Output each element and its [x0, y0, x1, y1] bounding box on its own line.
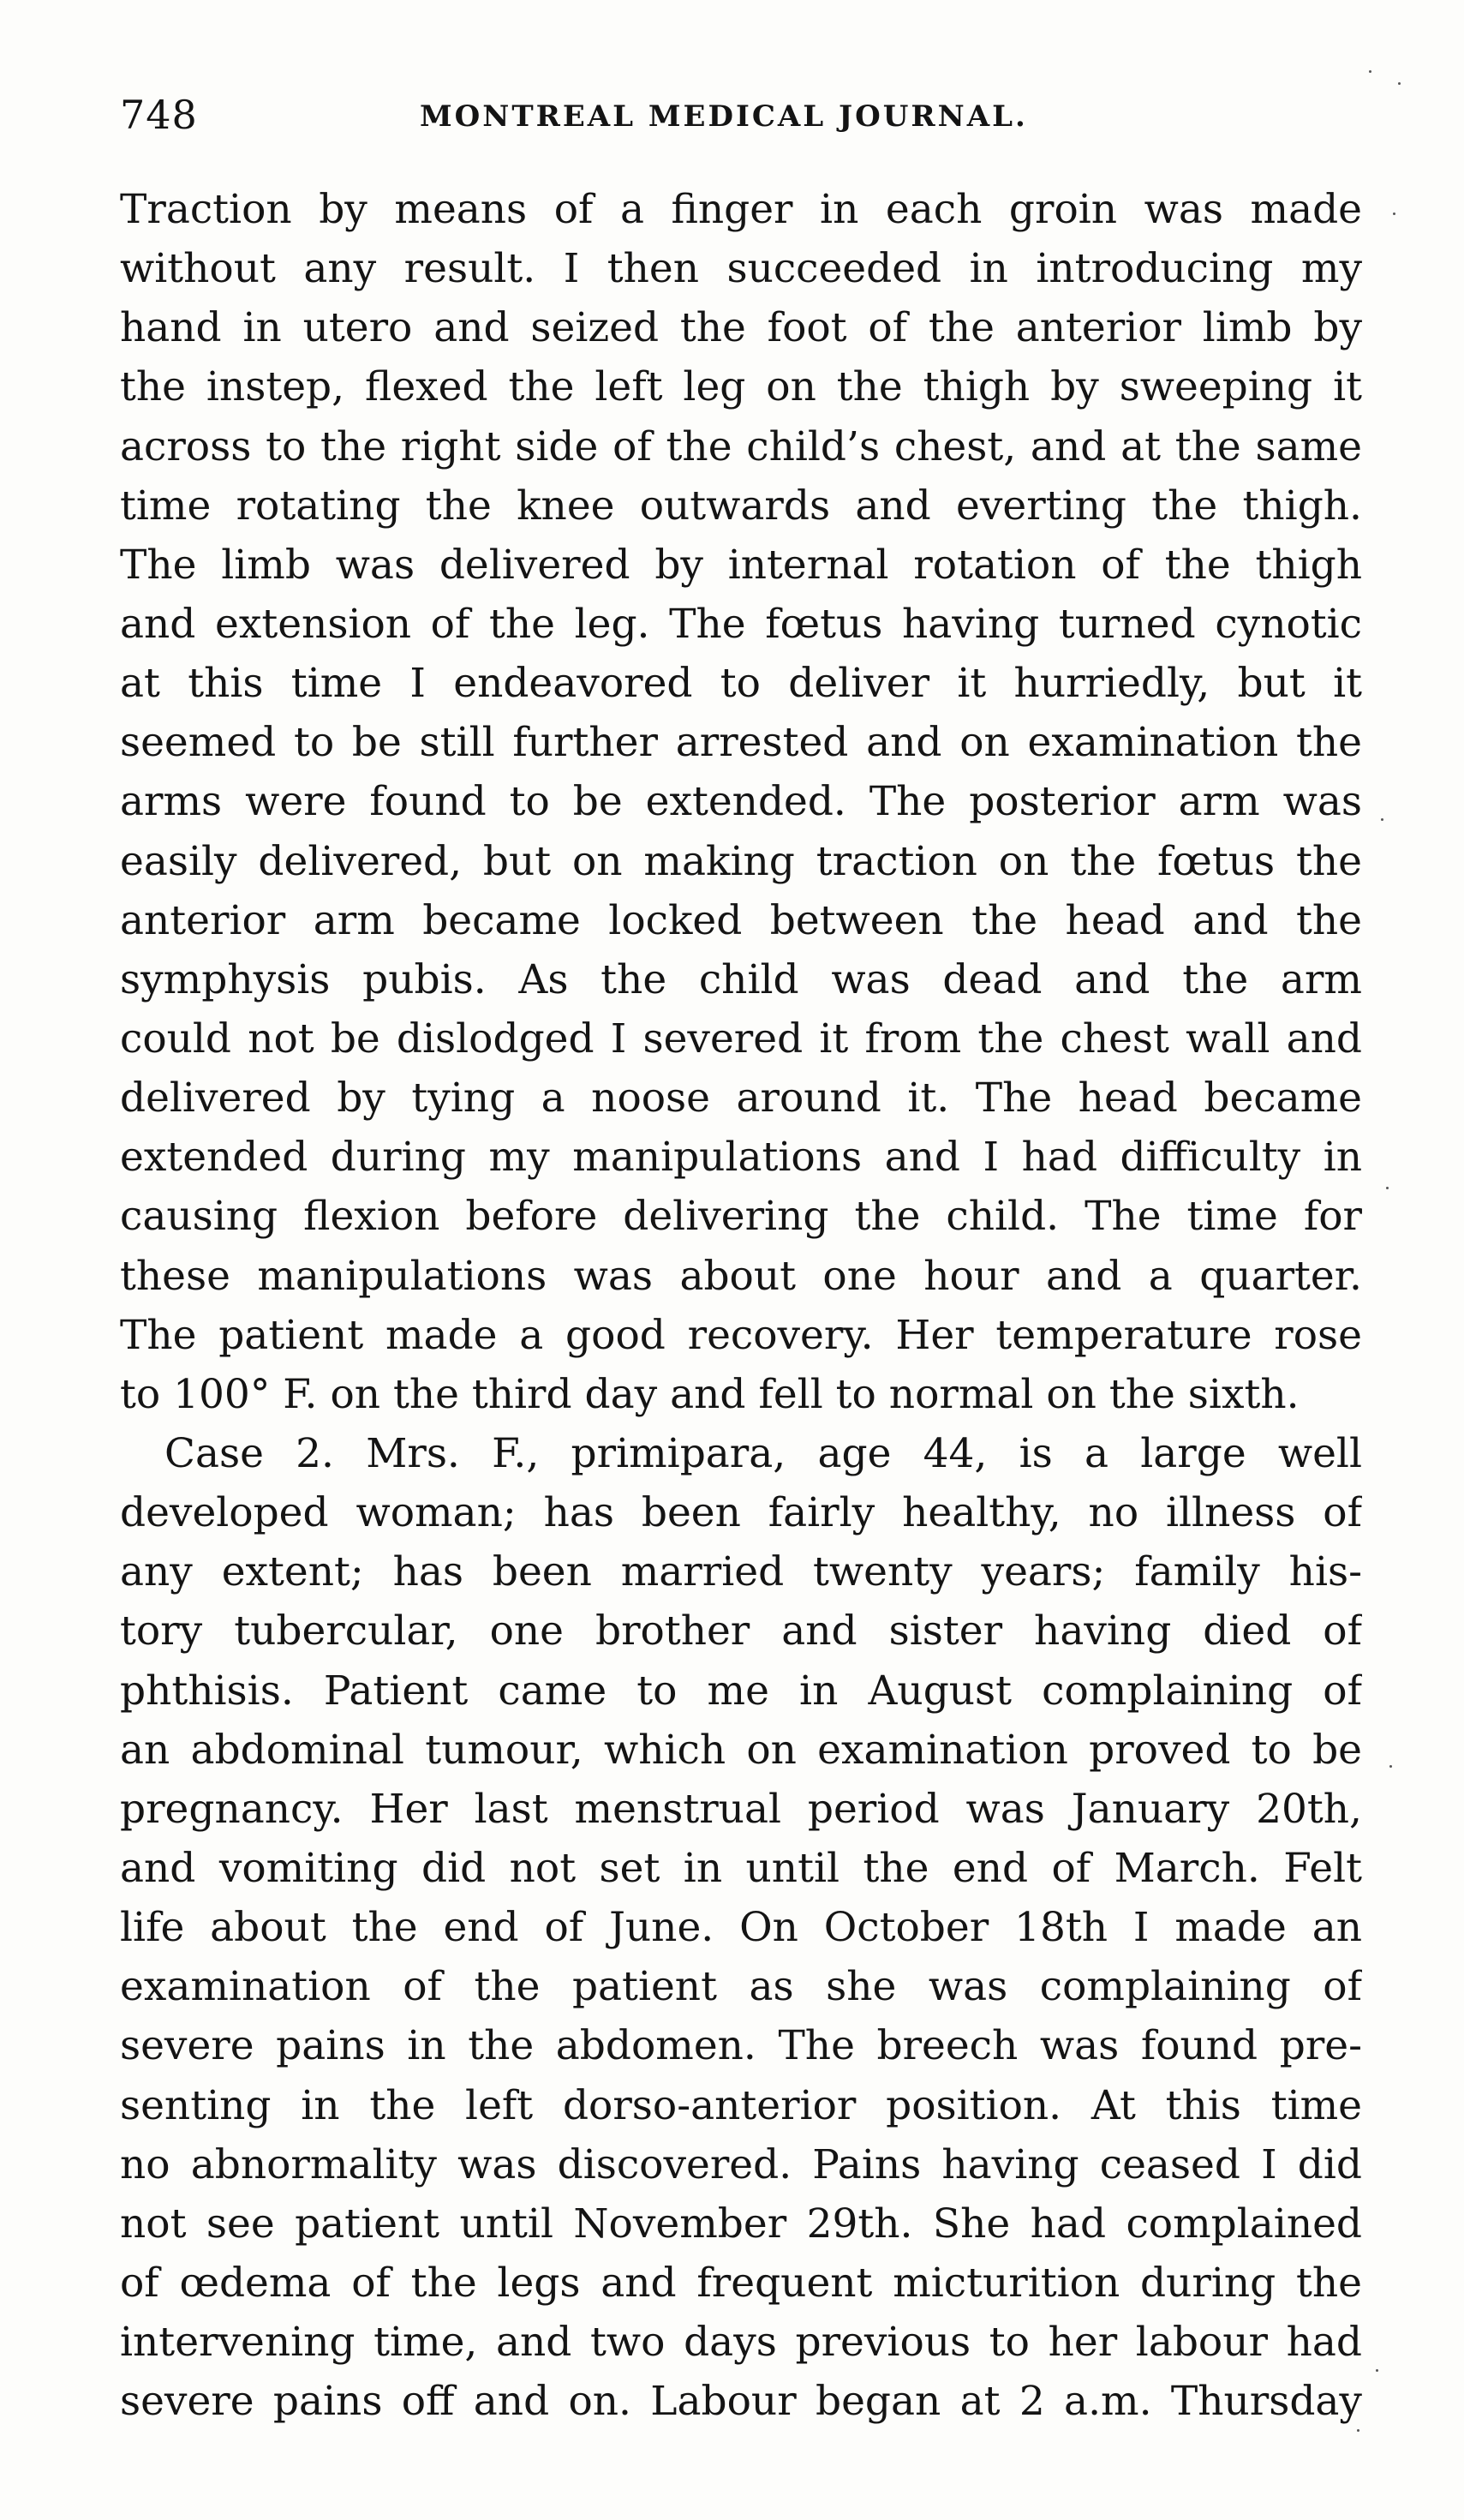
print-speck — [1386, 1187, 1389, 1189]
print-speck — [1381, 818, 1383, 821]
running-head: MONTREAL MEDICAL JOURNAL. — [420, 99, 1028, 134]
text-line: examination of the patient as she was complaining of — [120, 1963, 1362, 2011]
text-line: severe pains in the abdomen. The breech was found pre- — [120, 2022, 1362, 2070]
print-speck — [1357, 2429, 1359, 2432]
text-line: at this time I endeavored to deliver it hurriedly, but it — [120, 660, 1362, 708]
text-line: The limb was delivered by internal rotation of the thigh — [120, 541, 1362, 589]
text-line: time rotating the knee outwards and everting the thigh. — [120, 482, 1362, 530]
paragraph — [120, 180, 1362, 1424]
text-line: seemed to be still further arrested and on examination the — [120, 719, 1362, 767]
text-line: an abdominal tumour, which on examination proved to be — [120, 1726, 1362, 1774]
text-line: life about the end of June. On October 18th I made an — [120, 1904, 1362, 1952]
text-line: senting in the left dorso-anterior position. At this time — [120, 2081, 1362, 2129]
print-speck — [1398, 82, 1401, 85]
text-line: and extension of the leg. The fœtus having turned cynotic — [120, 600, 1362, 648]
text-line: to 100° F. on the third day and fell to normal on the sixth. — [120, 1370, 1300, 1418]
text-line: no abnormality was discovered. Pains having ceased I did — [120, 2140, 1362, 2188]
text-line: anterior arm became locked between the head and the — [120, 896, 1362, 944]
body-text — [120, 180, 1362, 2431]
text-line: could not be dislodged I severed it from the chest wall and — [120, 1015, 1362, 1062]
text-line: Traction by means of a finger in each groin was made — [120, 186, 1362, 233]
text-line: tory tubercular, one brother and sister having died of — [120, 1607, 1362, 1655]
page-number: 748 — [120, 92, 198, 138]
text-line: not see patient until November 29th. She had complained — [120, 2200, 1362, 2248]
print-speck — [1393, 212, 1395, 215]
text-line: causing flexion before delivering the child. The time for — [120, 1193, 1362, 1241]
text-line: severe pains off and on. Labour began at 2 a.m. Thursday — [120, 2378, 1362, 2426]
print-speck — [1389, 1765, 1392, 1768]
text-line: symphysis pubis. As the child was dead and the arm — [120, 955, 1362, 1003]
text-line: extended during my manipulations and I had difficulty in — [120, 1134, 1362, 1182]
text-line: without any result. I then succeeded in introducing my — [120, 245, 1362, 293]
text-line: the instep, flexed the left leg on the thigh by sweeping it — [120, 363, 1362, 411]
text-line: these manipulations was about one hour and a quarter. — [120, 1252, 1362, 1300]
text-line: pregnancy. Her last menstrual period was January 20th, — [120, 1785, 1362, 1833]
text-line: any extent; has been married twenty years; family his- — [120, 1548, 1362, 1596]
text-line: delivered by tying a noose around it. The head became — [120, 1074, 1362, 1122]
text-line: phthisis. Patient came to me in August complaining of — [120, 1667, 1362, 1715]
text-line: The patient made a good recovery. Her temperature rose — [120, 1311, 1362, 1359]
print-speck — [1376, 2369, 1378, 2372]
text-line: hand in utero and seized the foot of the anterior limb by — [120, 304, 1362, 352]
text-line: Case 2. Mrs. F., primipara, age 44, is a large well — [164, 1429, 1362, 1477]
text-line: easily delivered, but on making traction on the fœtus the — [120, 837, 1362, 885]
paragraph — [120, 1424, 1362, 2431]
text-line: of œdema of the legs and frequent micturition during the — [120, 2259, 1362, 2307]
text-line: arms were found to be extended. The posterior arm was — [120, 778, 1362, 826]
text-line: developed woman; has been fairly healthy, no illness of — [120, 1489, 1362, 1537]
text-line: intervening time, and two days previous to her labour had — [120, 2319, 1362, 2367]
text-line: and vomiting did not set in until the end of March. Felt — [120, 1844, 1362, 1892]
text-line: across to the right side of the child’s chest, and at the same — [120, 422, 1362, 470]
print-speck — [1369, 70, 1371, 73]
page-header — [120, 89, 1362, 149]
